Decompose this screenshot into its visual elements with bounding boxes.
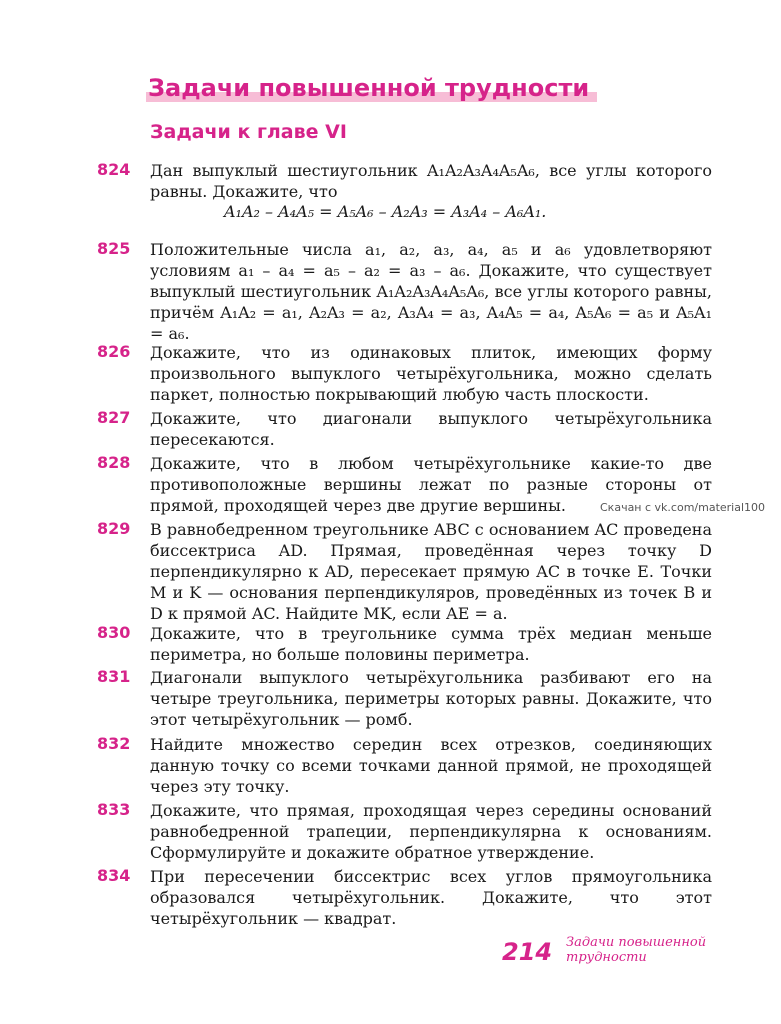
problem-text: При пересечении биссектрис всех углов прямоугольника образовался четырёхугольник. Докажите, что этот четырёхугольник — квадрат. bbox=[150, 867, 712, 928]
problem-text: Докажите, что из одинаковых плиток, имеющих форму произвольного выпуклого четырёхугольника, можно сделать паркет, полностью покрывающий любую часть плоскости. bbox=[150, 343, 712, 404]
problem-number: 831 bbox=[97, 667, 131, 686]
problem-text: Найдите множество середин всех отрезков, соединяющих данную точку со всеми точками данной прямой, не проходящей через эту точку. bbox=[150, 735, 712, 796]
problem-number: 833 bbox=[97, 800, 131, 819]
problem-text: Дан выпуклый шестиугольник A₁A₂A₃A₄A₅A₆, все углы которого равны. Докажите, что bbox=[150, 161, 712, 201]
section-title bbox=[148, 72, 593, 102]
section-title-text: Задачи повышенной трудности bbox=[148, 74, 590, 102]
page-number: 214 bbox=[502, 938, 553, 966]
problem-text: Докажите, что диагонали выпуклого четырёхугольника пересекаются. bbox=[150, 409, 712, 449]
problem-text: Докажите, что в треугольнике сумма трёх медиан меньше периметра, но больше половины периметра. bbox=[150, 624, 712, 664]
problem-number: 834 bbox=[97, 866, 131, 885]
problem-number: 827 bbox=[97, 408, 131, 427]
section-heading-wrap bbox=[148, 72, 593, 102]
problem-formula: A₁A₂ – A₄A₅ = A₅A₆ – A₂A₃ = A₃A₄ – A₆A₁. bbox=[224, 202, 547, 221]
running-title: Задачи повышенной трудности bbox=[566, 935, 707, 965]
problem-text: Диагонали выпуклого четырёхугольника разбивают его на четыре треугольника, периметры которых равны. Докажите, что этот четырёхугольник — ромб. bbox=[150, 668, 712, 729]
problem-number: 824 bbox=[97, 160, 131, 179]
problem-text: Докажите, что прямая, проходящая через середины оснований равнобедренной трапеции, перпендикулярна к основаниям. Сформулируйте и докажите обратное утверждение. bbox=[150, 801, 712, 862]
watermark: Скачан с vk.com/material100 bbox=[600, 501, 766, 514]
problem-text: В равнобедренном треугольнике ABC с основанием AC проведена биссектриса AD. Прямая, проведённая через точку D перпендикулярно к AD, пересекает прямую AC в точке E. Точки M и K — основания перпендикуляров, проведённых из точек B и D к прямой AC. Найдите MK, если AE = a. bbox=[150, 520, 713, 623]
problem-number: 830 bbox=[97, 623, 131, 642]
problem-number: 825 bbox=[97, 239, 131, 258]
problem-text: Докажите, что в любом четырёхугольнике какие-то две противоположные вершины лежат по разные стороны от прямой, проходящей через две другие вершины. bbox=[150, 454, 712, 515]
chapter-subtitle: Задачи к главе VI bbox=[150, 121, 347, 143]
problem-number: 826 bbox=[97, 342, 131, 361]
problem-text: Положительные числа a₁, a₂, a₃, a₄, a₅ и a₆ удовлетворяют условиям a₁ – a₄ = a₅ – a₂ = a₃ – a₆. Докажите, что существует выпуклый шестиугольник A₁A₂A₃A₄A₅A₆, все углы которого равны, причём A₁A₂ = a₁, A₂A₃ = a₂, A₃A₄ = a₃, A₄A₅ = a₄, A₅A₆ = a₅ и A₅A₁ = a₆. bbox=[150, 240, 712, 343]
problem-number: 832 bbox=[97, 734, 131, 753]
problem-number: 828 bbox=[97, 453, 131, 472]
problem-number: 829 bbox=[97, 519, 131, 538]
